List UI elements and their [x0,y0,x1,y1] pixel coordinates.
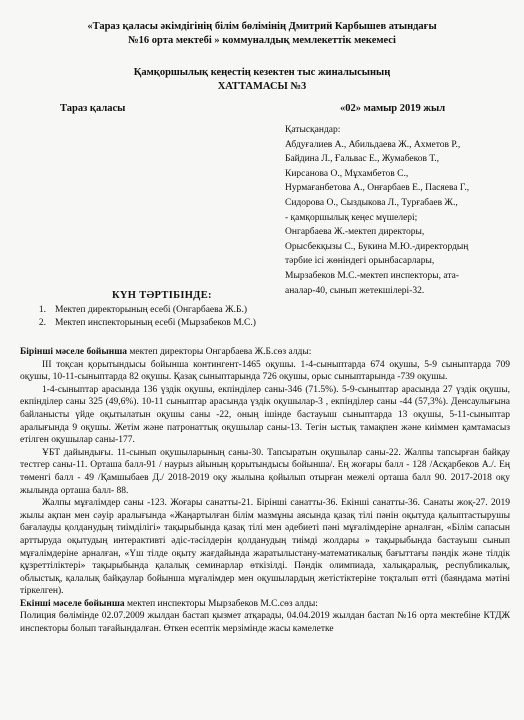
title-line-2: ХАТТАМАСЫ №3 [217,81,307,92]
header-line-2: №16 орта мектебі » коммуналдық мемлекеттік мекемесі [128,35,396,46]
attendee-line: тәрбие ісі жөніндегі орынбасарлары, [285,256,435,267]
agenda-item [30,317,256,330]
section-1-paragraph: Жалпы мұғалімдер саны -123. Жоғары санатты-21. Бірінші санатты-36. Екінші санатты-36. Санаты жоқ-27. 2019 жылы ақпан мен сәуір аралығында «Жаңартылған білім мазмұны аясында қазақ тілі пәнін оқытуда қалыптастырушы бағалауды қолданудың тиімділігі» тақырыбында қазақ тілі мен әдебиеті пәні мұғалімдеріне арналған, «Білім сапасын арттыруда оқытудың интерактивті әдіс-тәсілдерін қолданудың тиімді жолдары » тақырыбында бастауыш сынып мұғалімдеріне арналған, «Үш тілде оқыту жағдайында жаратылыстану-математикалық бағыттағы пәндік және тілдік құзреттіліктері» тақырыбында қалалық семинарлар өткізілді. Пәндік олимпиада, халықаралық, республикалық, облыстық, қалалық байқаулар бойынша мұғалімдер мен оқушылардың жетістіктеріне тоқталып өтті (баяндама мәтіні тіркелген). [20,498,510,597]
agenda-item-text: Мектеп директорының есебі (Онгарбаева Ж.Б.) [55,305,247,315]
agenda-item [30,304,256,317]
section-1-lead [20,346,510,359]
agenda-list [30,304,256,329]
attendee-line: Сидорова О., Сыздыкова Л., Турғабаев Ж., [285,197,458,208]
attendee-line: аналар-40, сынып жетекшілері-32. [285,285,425,296]
section-1 [20,346,510,636]
attendee-line: Онгарбаева Ж.-мектеп директоры, [285,227,425,238]
title-line-1: Қамқоршылық кеңестің кезектен тыс жиналысының [133,67,391,78]
section-2-lead-bold: Екінші мәселе бойынша [20,598,125,609]
section-2-lead-text: мектеп инспекторы Мырзабеков М.С.сөз алды: [124,598,318,609]
attendee-line: Байдина Л., Ғальвас Е., Жумабеков Т., [285,154,439,165]
attendee-line: Мырзабеков М.С.-мектеп инспекторы, ата- [285,270,460,281]
agenda-item-number: 1. [38,305,46,315]
section-1-paragraph: 1-4-сыныптар арасында 136 үздік оқушы, екпінділер саны-346 (71.5%). 5-9-сыныптар арасында 27 үздік оқушы, екпінділер саны 325 (49,6%). 10-11 сыныптар арасында үздік оқушылар-3 , екпінділер саны -44 (57,3%). Денсаулығына байланысты үйде оқытылатын оқушы саны -22, оның ішінде бастауыш сыныптарда 13 оқушы, 5-11-сыныптар аралығында 9 оқушы. Жетім және патронаттық оқушылар саны-13. Тегін ыстық тамақпен және киіммен қамтамасыз етілген оқушылар саны-177. [20,384,510,446]
school-header [30,20,494,48]
attendees-block [285,123,517,298]
section-1-lead-text: мектеп директоры Онгарбаева Ж.Б.сөз алды: [127,347,312,357]
attendee-line: Нурмағанбетова А., Онғарбаев Е., Пасяева Г., [285,183,470,194]
header-line-1: «Тараз қаласы әкімдігінің білім бөлімінің Дмитрий Карбышев атындағы [87,21,437,32]
agenda-heading: КҮН ТӘРТІБІНДЕ: [112,290,212,301]
section-1-lead-bold: Бірінші мәселе бойынша [20,347,128,357]
agenda-item-number: 2. [38,317,46,328]
section-2-lead [20,598,510,611]
section-2-paragraph: Полиция бөлімінде 02.07.2009 жылдан бастап қызмет атқарады, 04.04.2019 жылдан бастап №16 орта мектебіне КТДЖ инспекторы болып тағайындалған. Өткен есептік мерзімінде жасы кәмелетке [20,611,510,635]
date-label: «02» мамыр 2019 жыл [340,103,446,114]
attendee-line: Абдуғалиев А., Абильдаева Ж., Ахметов Р., [285,139,461,150]
attendees-label: Қатысқандар: [285,125,341,135]
section-1-paragraph: ІІІ тоқсан қорытындысы бойынша контингент-1465 оқушы. 1-4-сыныптарда 674 оқушы, 5-9 сыныптарда 709 оқушы, 10-11-сыныптарда 82 оқушы. Қазақ сыныптарында 726 оқушы, орыс сыныптарында -739 оқушы. [20,359,510,383]
city-label: Тараз қаласы [60,103,126,114]
document-title [30,66,494,94]
attendee-line: - қамқоршылық кеңес мүшелері; [285,212,418,223]
attendee-line: Орысбекқызы С., Букина М.Ю.-директордың [285,241,469,252]
attendee-line: Кирсанова О., Мұхамбетов С., [285,168,409,179]
section-1-paragraph: ҰБТ дайындығы. 11-сынып оқушыларының саны-30. Тапсыратын оқушылар саны-22. Жалпы тапсырған байқау тестгер саны-11. Орташа балл-91 / наурыз айының қорытындысы бойынша/. Ең жоғары балл - 128 /Асқарбеков А./. Ең төменгі балл - 49 /Қамшыбаев Д./ 2018-2019 оқу жылына қойылып отырған межелі орташа балл 90. 2017-2018 оқу жылында орташа балл- 88. [20,447,510,496]
agenda-item-text: Мектеп инспекторының есебі (Мырзабеков М.С.) [55,317,256,328]
